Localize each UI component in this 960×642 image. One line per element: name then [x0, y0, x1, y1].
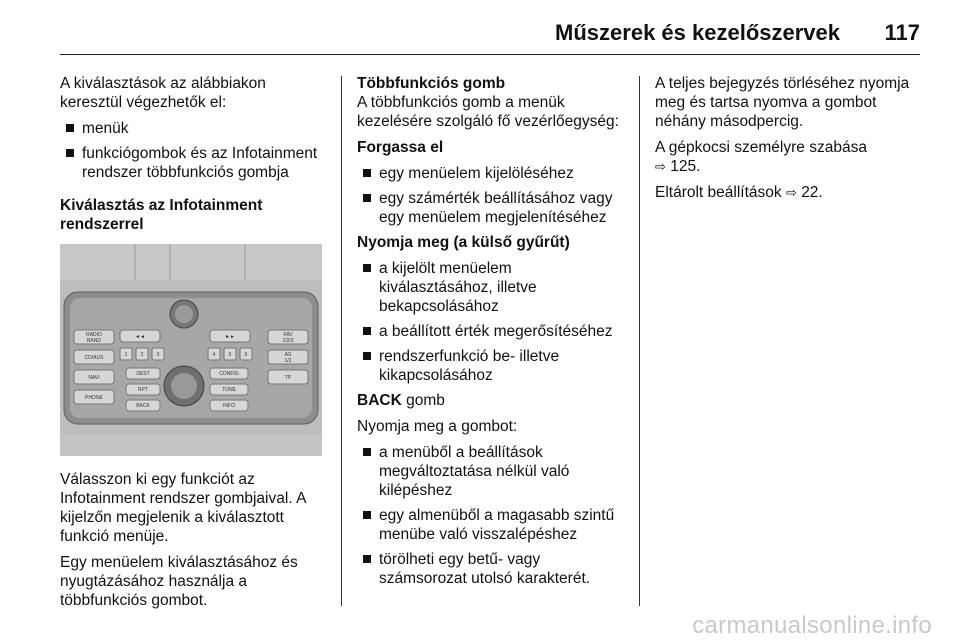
- list-item: rendszerfunkció be- illetve kikapcsolásához: [357, 347, 625, 385]
- col2-rotate-list: [357, 164, 625, 227]
- col1-para-2: Egy menüelem kiválasztásához és nyugtázásához használja a többfunkciós gombot.: [60, 554, 298, 609]
- preset-4-label: 4: [212, 352, 216, 358]
- col3-para-2: [655, 138, 927, 176]
- config-label: CONFIG: [219, 371, 239, 377]
- as-sub-label: 1/2: [284, 358, 292, 364]
- cross-ref-page-link[interactable]: 125.: [670, 158, 701, 175]
- fav-label: FAV: [283, 332, 293, 338]
- fav-sub-label: 1/2/3: [282, 338, 294, 344]
- cross-ref-arrow-icon: ⇨: [785, 185, 797, 200]
- column-divider-2: [639, 76, 640, 606]
- page-header: [60, 14, 920, 55]
- col2-subheading-press: Nyomja meg (a külső gyűrűt): [357, 234, 570, 251]
- nav-label: NAVI: [88, 375, 100, 381]
- list-item: a beállított érték megerősítéséhez: [357, 322, 625, 341]
- seek-right-label: ►►: [225, 334, 235, 340]
- rpt-label: RPT: [138, 387, 148, 393]
- column-2: [357, 74, 625, 594]
- col1-para-1: Válasszon ki egy funkciót az Infotainment rendszer gombjaival. A kijelzőn megjelenik a kiválasztott funkció menüje.: [60, 471, 306, 545]
- back-keyword: BACK: [357, 392, 402, 409]
- phone-label: PHONE: [85, 395, 103, 401]
- col1-bullet-list: [60, 119, 328, 182]
- radio-label: RADIO: [86, 332, 102, 338]
- col2-subheading-rotate: Forgassa el: [357, 139, 444, 156]
- list-item: egy számérték beállításához vagy egy menüelem megjelenítéséhez: [357, 189, 625, 227]
- preset-6-label: 6: [244, 352, 248, 358]
- preset-5-label: 5: [228, 352, 232, 358]
- list-item: törölheti egy betű- vagy számsorozat utolsó karakterét.: [357, 550, 625, 588]
- col3-para-1: A teljes bejegyzés törléséhez nyomja meg és tartsa nyomva a gombot néhány másodpercig.: [655, 75, 910, 130]
- cross-ref-text: Eltárolt beállítások: [655, 184, 782, 201]
- list-item: a kijelölt menüelem kiválasztásához, illetve bekapcsolásához: [357, 259, 625, 316]
- cross-ref-text: A gépkocsi személyre szabása: [655, 139, 867, 156]
- list-item: egy menüelem kijelöléséhez: [357, 164, 625, 183]
- col2-intro: A többfunkciós gomb a menük kezelésére szolgáló fő vezérlőegység:: [357, 94, 619, 130]
- preset-3-label: 3: [156, 352, 160, 358]
- col2-back-list: [357, 443, 625, 588]
- col1-heading: Kiválasztás az Infotainment rendszerrel: [60, 197, 263, 233]
- page-number: 117: [884, 20, 920, 45]
- cross-ref-arrow-icon: ⇨: [655, 159, 666, 174]
- list-item: egy almenüből a magasabb szintű menübe való visszalépéshez: [357, 506, 625, 544]
- tp-label: TP: [284, 375, 292, 381]
- column-3: [655, 74, 927, 209]
- col1-intro: A kiválasztások az alábbiakon keresztül végezhetők el:: [60, 75, 266, 111]
- watermark: carmanualsonline.info: [692, 612, 932, 639]
- list-item: menük: [60, 119, 328, 138]
- list-item: a menüből a beállítások megváltoztatása nélkül való kilépéshez: [357, 443, 625, 500]
- as-label: AS: [284, 352, 292, 358]
- infotainment-panel-photo: [60, 244, 322, 456]
- info-label: INFO: [223, 403, 235, 409]
- list-item: funkciógombok és az Infotainment rendszer többfunkciós gombja: [60, 144, 328, 182]
- col2-back-heading: [357, 391, 625, 410]
- page-title: Műszerek és kezelőszervek: [555, 20, 840, 45]
- col3-para-3: [655, 183, 927, 202]
- col2-back-intro: Nyomja meg a gombot:: [357, 418, 518, 435]
- back-suffix: gomb: [401, 392, 445, 409]
- dest-label: DEST: [136, 371, 150, 377]
- cdaux-label: CD/AUX: [84, 355, 104, 361]
- radio-sub-label: BAND: [87, 338, 101, 344]
- tone-label: TONE: [222, 387, 236, 393]
- preset-1-label: 1: [124, 352, 128, 358]
- column-divider-1: [341, 76, 342, 606]
- back-label: BACK: [136, 403, 150, 409]
- cross-ref-page-link[interactable]: 22.: [801, 184, 823, 201]
- preset-2-label: 2: [140, 352, 144, 358]
- col2-press-list: [357, 259, 625, 385]
- column-1: [60, 74, 328, 617]
- col2-heading: Többfunkciós gomb: [357, 75, 506, 92]
- seek-left-label: ◄◄: [135, 334, 145, 340]
